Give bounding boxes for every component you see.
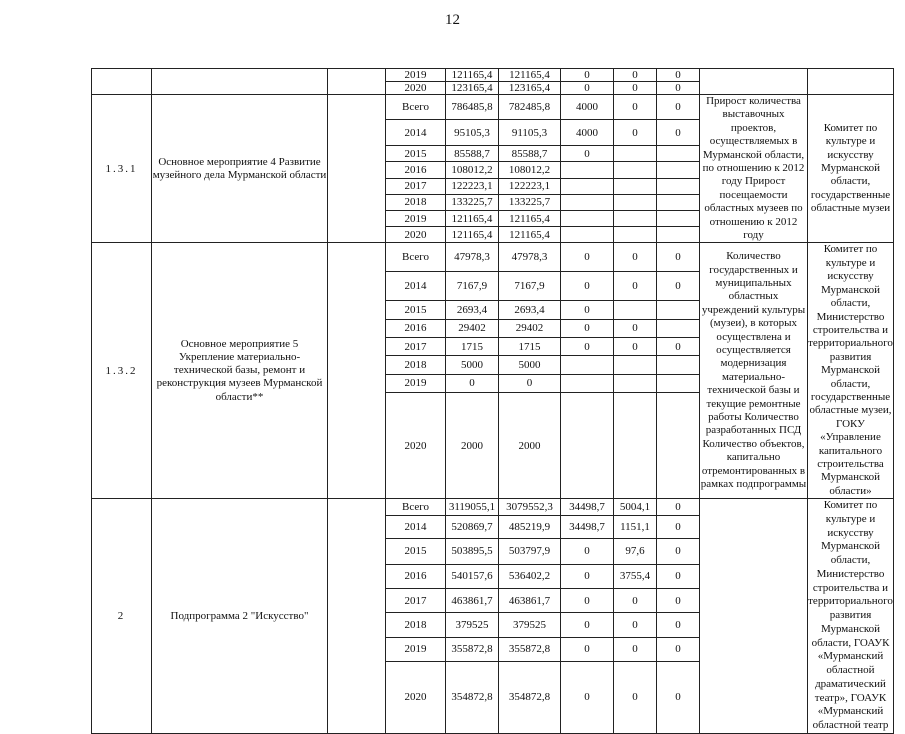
table-cell: 782485,8 <box>499 95 561 120</box>
table-cell: 29402 <box>446 319 499 337</box>
table-cell: 0 <box>561 82 614 95</box>
table-cell: 355872,8 <box>446 637 499 661</box>
empty-cell <box>808 69 894 95</box>
row-code: 2 <box>92 499 152 734</box>
table-cell: 0 <box>561 538 614 564</box>
table-cell: 2020 <box>386 393 446 499</box>
table-cell: 121165,4 <box>446 69 499 82</box>
table-cell: 536402,2 <box>499 564 561 588</box>
table-cell: 3119055,1 <box>446 499 499 516</box>
table-cell: 3079552,3 <box>499 499 561 516</box>
table-cell <box>614 146 657 162</box>
table-cell <box>657 178 700 194</box>
table-cell <box>614 393 657 499</box>
table-cell: 0 <box>561 338 614 356</box>
table-cell <box>657 374 700 392</box>
table-cell: 1715 <box>446 338 499 356</box>
table-cell: 2019 <box>386 211 446 227</box>
table-cell: 379525 <box>499 613 561 637</box>
empty-cell <box>700 69 808 95</box>
table-cell: 1151,1 <box>614 515 657 538</box>
empty-cell <box>92 69 152 95</box>
table-cell: 2015 <box>386 146 446 162</box>
table-cell: 0 <box>561 613 614 637</box>
table-cell <box>657 162 700 178</box>
table-cell: 85588,7 <box>446 146 499 162</box>
table-cell: 2017 <box>386 338 446 356</box>
table-cell <box>614 301 657 319</box>
table-cell: 0 <box>657 271 700 301</box>
table-cell <box>561 178 614 194</box>
indicator-text: Прирост количества выставочных проектов, осуществляемых в Мурманской области, по отношению к 2012 году Прирост посещаемости областных музеев по отношению к 2012 году <box>700 95 808 243</box>
table-cell: 0 <box>657 338 700 356</box>
table-cell <box>561 356 614 374</box>
table-cell: 0 <box>561 301 614 319</box>
table-cell: 0 <box>657 515 700 538</box>
table-cell <box>657 319 700 337</box>
table-cell: 97,6 <box>614 538 657 564</box>
table-cell: 7167,9 <box>446 271 499 301</box>
table-cell: 463861,7 <box>446 588 499 612</box>
table-cell <box>561 194 614 210</box>
table-cell: 2017 <box>386 178 446 194</box>
table-cell: 5000 <box>499 356 561 374</box>
table-cell: 3755,4 <box>614 564 657 588</box>
table-cell: 34498,7 <box>561 515 614 538</box>
table-cell: 4000 <box>561 95 614 120</box>
table-cell: 0 <box>614 588 657 612</box>
table-cell: 0 <box>657 69 700 82</box>
table-row <box>92 243 894 271</box>
table-cell: 122223,1 <box>446 178 499 194</box>
table-cell: 91105,3 <box>499 119 561 145</box>
table-cell: 520869,7 <box>446 515 499 538</box>
table-cell: Всего <box>386 243 446 271</box>
executor-text: Комитет по культуре и искусству Мурманской области, Министерство строительства и территориального развития Мурманской области, ГОАУК «Мурманский областной драматический театр», ГОАУК «Мурманский областной театр <box>808 499 894 734</box>
table-cell: Всего <box>386 95 446 120</box>
table-cell: 0 <box>561 271 614 301</box>
table-cell: 2015 <box>386 538 446 564</box>
table-cell: 0 <box>561 319 614 337</box>
table-cell <box>614 227 657 243</box>
table-cell: 354872,8 <box>499 662 561 734</box>
activity-name: Подпрограмма 2 "Искусство" <box>152 499 328 734</box>
table-cell <box>614 162 657 178</box>
table-cell: 2019 <box>386 374 446 392</box>
table-cell: 47978,3 <box>499 243 561 271</box>
indicator-text: Количество государственных и муниципальных областных учреждений культуры (музеи), в которых осуществлена и осуществляется модернизация материально-технической базы и текущие ремонтные работы Количество разработанных ПСД Количество объектов, капитально отремонтированных в рамках подпрограммы <box>700 243 808 499</box>
page-number: 12 <box>445 12 460 28</box>
table-cell: 0 <box>657 243 700 271</box>
table-cell: 108012,2 <box>499 162 561 178</box>
table-cell: 133225,7 <box>446 194 499 210</box>
table-cell: 121165,4 <box>499 69 561 82</box>
table-cell: 133225,7 <box>499 194 561 210</box>
table-cell: 0 <box>657 538 700 564</box>
table-cell: 2019 <box>386 69 446 82</box>
table-cell: 2018 <box>386 194 446 210</box>
table-cell <box>657 146 700 162</box>
table-row <box>92 69 894 82</box>
table-cell: 0 <box>561 662 614 734</box>
table-cell: 121165,4 <box>446 211 499 227</box>
table-cell: 0 <box>614 119 657 145</box>
table-cell: 1715 <box>499 338 561 356</box>
table-cell: 123165,4 <box>446 82 499 95</box>
table-cell <box>561 162 614 178</box>
table-cell: 2014 <box>386 515 446 538</box>
table-cell: 503895,5 <box>446 538 499 564</box>
table-cell: 34498,7 <box>561 499 614 516</box>
table-cell: 2017 <box>386 588 446 612</box>
table-cell <box>614 356 657 374</box>
table-cell: 0 <box>614 69 657 82</box>
table-cell <box>614 194 657 210</box>
table-cell: 122223,1 <box>499 178 561 194</box>
table-cell: 2016 <box>386 319 446 337</box>
table-cell: 2014 <box>386 271 446 301</box>
table-cell: 540157,6 <box>446 564 499 588</box>
table-cell: 2020 <box>386 662 446 734</box>
table-cell: 29402 <box>499 319 561 337</box>
executor-text: Комитет по культуре и искусству Мурманской области, государственные областные музеи <box>808 95 894 243</box>
table-cell: 95105,3 <box>446 119 499 145</box>
table-cell: 0 <box>657 637 700 661</box>
table-cell: 0 <box>614 613 657 637</box>
table-cell: 463861,7 <box>499 588 561 612</box>
activity-name: Основное мероприятие 5 Укрепление материально-технической базы, ремонт и реконструкция музеев Мурманской области** <box>152 243 328 499</box>
table-cell: 0 <box>614 243 657 271</box>
table-cell: 379525 <box>446 613 499 637</box>
table-cell: Всего <box>386 499 446 516</box>
table-cell <box>561 211 614 227</box>
table-cell: 0 <box>614 637 657 661</box>
table-cell: 0 <box>561 588 614 612</box>
table-cell: 2693,4 <box>499 301 561 319</box>
row-code: 1.3.2 <box>92 243 152 499</box>
table-cell: 0 <box>614 338 657 356</box>
table-cell: 0 <box>561 637 614 661</box>
table-cell: 355872,8 <box>499 637 561 661</box>
table-cell: 0 <box>657 662 700 734</box>
table-cell: 0 <box>657 499 700 516</box>
table-cell: 2000 <box>446 393 499 499</box>
table-cell: 0 <box>499 374 561 392</box>
table-cell: 5000 <box>446 356 499 374</box>
table-cell <box>614 211 657 227</box>
table-cell: 0 <box>614 95 657 120</box>
table-cell: 0 <box>657 564 700 588</box>
table-cell: 2000 <box>499 393 561 499</box>
table-cell: 2018 <box>386 356 446 374</box>
empty-cell <box>152 69 328 95</box>
table-cell: 2019 <box>386 637 446 661</box>
table-cell: 2016 <box>386 162 446 178</box>
executor-text: Комитет по культуре и искусству Мурманской области, Министерство строительства и территориального развития Мурманской области, государственные областные музеи, ГОКУ «Управление капитального строительства Мурманской области» <box>808 243 893 497</box>
table-cell: 485219,9 <box>499 515 561 538</box>
empty-cell <box>328 95 386 243</box>
table-cell: 0 <box>561 564 614 588</box>
table-cell: 4000 <box>561 119 614 145</box>
empty-cell <box>328 69 386 95</box>
table-cell: 2016 <box>386 564 446 588</box>
table-cell <box>561 374 614 392</box>
table-cell <box>657 211 700 227</box>
table-cell: 0 <box>561 69 614 82</box>
table-cell <box>614 374 657 392</box>
table-cell: 0 <box>657 95 700 120</box>
table-cell <box>657 393 700 499</box>
table-cell: 2020 <box>386 227 446 243</box>
table-cell: 0 <box>657 119 700 145</box>
table-cell: 0 <box>561 243 614 271</box>
table-cell: 2693,4 <box>446 301 499 319</box>
row-code: 1.3.1 <box>92 95 152 243</box>
table-cell: 786485,8 <box>446 95 499 120</box>
table-cell <box>657 194 700 210</box>
table-cell: 2018 <box>386 613 446 637</box>
table-cell: 0 <box>614 662 657 734</box>
table-cell: 7167,9 <box>499 271 561 301</box>
empty-cell <box>700 499 808 734</box>
table-cell <box>657 301 700 319</box>
table-cell: 108012,2 <box>446 162 499 178</box>
table-cell: 0 <box>614 82 657 95</box>
table-cell: 0 <box>614 271 657 301</box>
table-cell: 0 <box>446 374 499 392</box>
empty-cell <box>328 243 386 499</box>
table-cell: 47978,3 <box>446 243 499 271</box>
table-cell: 0 <box>561 146 614 162</box>
table-cell: 0 <box>657 588 700 612</box>
table-cell: 5004,1 <box>614 499 657 516</box>
table-cell: 85588,7 <box>499 146 561 162</box>
table-row <box>92 499 894 516</box>
table-cell: 0 <box>657 613 700 637</box>
table-cell: 503797,9 <box>499 538 561 564</box>
table-cell: 354872,8 <box>446 662 499 734</box>
table-row <box>92 95 894 120</box>
table-cell: 2015 <box>386 301 446 319</box>
table-cell: 121165,4 <box>499 211 561 227</box>
table-cell: 0 <box>614 319 657 337</box>
activity-name: Основное мероприятие 4 Развитие музейного дела Мурманской области <box>152 95 328 243</box>
table-cell <box>657 227 700 243</box>
table-cell: 2020 <box>386 82 446 95</box>
program-table <box>91 68 894 734</box>
table-cell: 121165,4 <box>446 227 499 243</box>
table-cell: 121165,4 <box>499 227 561 243</box>
table-cell: 123165,4 <box>499 82 561 95</box>
table-cell: 0 <box>657 82 700 95</box>
table-cell <box>561 227 614 243</box>
table-cell <box>614 178 657 194</box>
table-cell <box>657 356 700 374</box>
table-cell <box>561 393 614 499</box>
empty-cell <box>328 499 386 734</box>
table-cell: 2014 <box>386 119 446 145</box>
